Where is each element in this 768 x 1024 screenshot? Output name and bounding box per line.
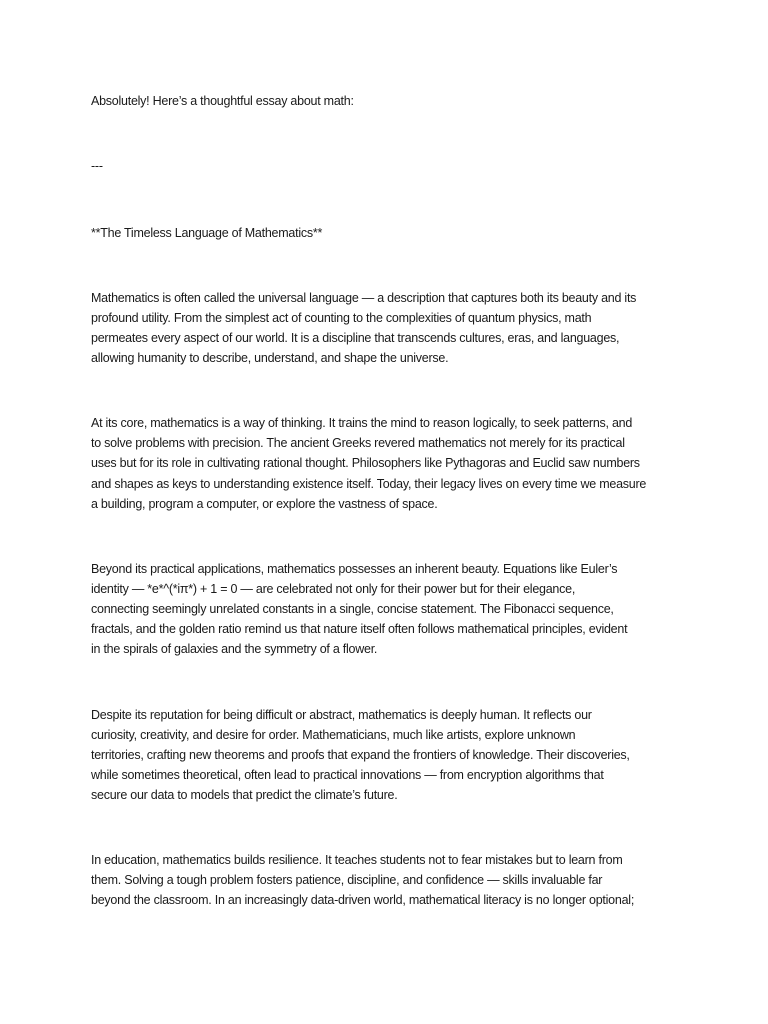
paragraph-3-line-3: connecting seemingly unrelated constants in a single, concise statement. The Fibonacci sequence, — [91, 602, 614, 616]
paragraph-2-line-1: At its core, mathematics is a way of thinking. It trains the mind to reason logically, to seek patterns, and — [91, 416, 633, 430]
paragraph-2-line-4: and shapes as keys to understanding existence itself. Today, their legacy lives on every time we measure — [91, 477, 647, 491]
paragraph-5-line-3: beyond the classroom. In an increasingly data-driven world, mathematical literacy is no longer optional; — [91, 893, 635, 907]
paragraph-1-line-2: profound utility. From the simplest act of counting to the complexities of quantum physics, math — [91, 311, 592, 325]
paragraph-3-line-4: fractals, and the golden ratio remind us that nature itself often follows mathematical principles, evident — [91, 622, 628, 636]
intro-line: Absolutely! Here’s a thoughtful essay about math: — [91, 94, 354, 108]
paragraph-4-line-2: curiosity, creativity, and desire for order. Mathematicians, much like artists, explore unknown — [91, 728, 576, 742]
paragraph-1-line-4: allowing humanity to describe, understand, and shape the universe. — [91, 351, 449, 365]
paragraph-3-line-1: Beyond its practical applications, mathematics possesses an inherent beauty. Equations like Euler’s — [91, 562, 618, 576]
paragraph-3-line-5: in the spirals of galaxies and the symmetry of a flower. — [91, 642, 378, 656]
paragraph-4-line-4: while sometimes theoretical, often lead to practical innovations — from encryption algorithms that — [91, 768, 604, 782]
paragraph-5-line-2: them. Solving a tough problem fosters patience, discipline, and confidence — skills invaluable far — [91, 873, 603, 887]
paragraph-3-line-2: identity — *e*^(*iπ*) + 1 = 0 — are celebrated not only for their power but for their elegance, — [91, 582, 576, 596]
paragraph-1-line-1: Mathematics is often called the universal language — a description that captures both its beauty and its — [91, 291, 637, 305]
paragraph-1-line-3: permeates every aspect of our world. It is a discipline that transcends cultures, eras, and languages, — [91, 331, 620, 345]
paragraph-4-line-3: territories, crafting new theorems and proofs that expand the frontiers of knowledge. Their discoveries, — [91, 748, 630, 762]
separator-line: --- — [91, 159, 103, 173]
paragraph-4-line-1: Despite its reputation for being difficult or abstract, mathematics is deeply human. It reflects our — [91, 708, 592, 722]
paragraph-4-line-5: secure our data to models that predict the climate’s future. — [91, 788, 398, 802]
paragraph-2-line-2: to solve problems with precision. The ancient Greeks revered mathematics not merely for its practical — [91, 436, 625, 450]
paragraph-2-line-3: uses but for its role in cultivating rational thought. Philosophers like Pythagoras and Euclid saw numbers — [91, 456, 640, 470]
paragraph-2-line-5: a building, program a computer, or explore the vastness of space. — [91, 497, 438, 511]
essay-heading: **The Timeless Language of Mathematics** — [91, 226, 323, 240]
paragraph-5-line-1: In education, mathematics builds resilience. It teaches students not to fear mistakes but to learn from — [91, 853, 623, 867]
